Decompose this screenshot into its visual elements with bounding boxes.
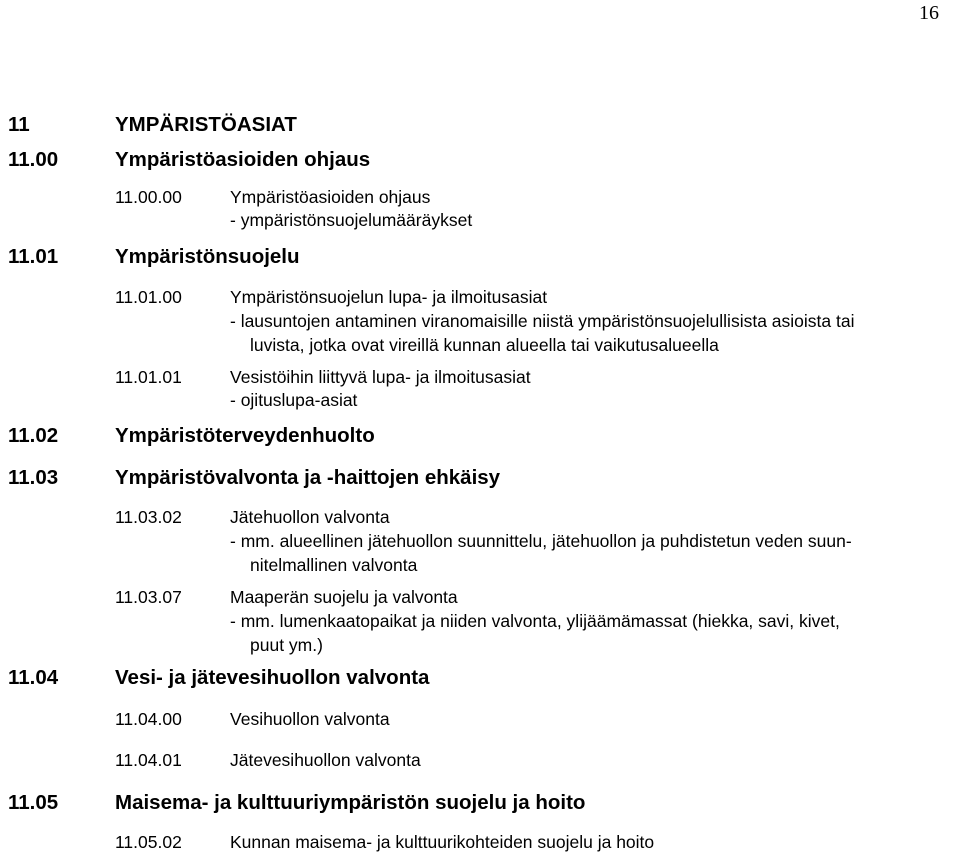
section-code: 11.04 [8,666,59,689]
main-heading-title: YMPÄRISTÖASIAT [115,113,297,136]
item-title: Jätehuollon valvonta [230,507,390,527]
section-title: Ympäristövalvonta ja -haittojen ehkäisy [115,466,501,489]
section-code: 11.05 [8,791,59,814]
item-note: - mm. lumenkaatopaikat ja niiden valvonta, ylijäämämassat (hiekka, savi, kivet, [230,611,840,631]
item-title: Jätevesihuollon valvonta [230,750,421,770]
item-code: 11.03.07 [115,587,182,607]
item-title: Kunnan maisema- ja kulttuurikohteiden suojelu ja hoito [230,832,655,852]
item-code: 11.01.01 [115,367,182,387]
item-title: Vesihuollon valvonta [230,709,390,729]
item-code: 11.05.02 [115,832,182,852]
main-heading-code: 11 [8,113,30,136]
item-note: - mm. alueellinen jätehuollon suunnittelu, jätehuollon ja puhdistetun veden suun- [230,531,852,551]
section-title: Ympäristöterveydenhuolto [115,424,375,447]
page-number: 16 [919,2,939,24]
item-note-continuation: puut ym.) [250,635,323,655]
item-note-continuation: nitelmallinen valvonta [250,555,418,575]
item-note: - ympäristönsuojelumääräykset [230,210,473,230]
section-code: 11.02 [8,424,59,447]
item-title: Ympäristönsuojelun lupa- ja ilmoitusasiat [230,287,548,307]
item-title: Vesistöihin liittyvä lupa- ja ilmoitusasiat [230,367,531,387]
section-title: Ympäristönsuojelu [115,245,300,268]
section-title: Ympäristöasioiden ohjaus [115,148,371,171]
item-note: - ojituslupa-asiat [230,390,358,410]
section-title: Maisema- ja kulttuuriympäristön suojelu ja hoito [115,791,586,814]
item-code: 11.03.02 [115,507,182,527]
section-title: Vesi- ja jätevesihuollon valvonta [115,666,430,689]
item-title: Maaperän suojelu ja valvonta [230,587,458,607]
item-code: 11.01.00 [115,287,182,307]
section-code: 11.00 [8,148,59,171]
item-note: - lausuntojen antaminen viranomaisille niistä ympäristönsuojelullisista asioista tai [230,311,855,331]
section-code: 11.01 [8,245,59,268]
item-code: 11.00.00 [115,187,182,207]
item-code: 11.04.01 [115,750,182,770]
item-note-continuation: luvista, jotka ovat vireillä kunnan alueella tai vaikutusalueella [250,335,719,355]
item-code: 11.04.00 [115,709,182,729]
section-code: 11.03 [8,466,59,489]
item-title: Ympäristöasioiden ohjaus [230,187,431,207]
